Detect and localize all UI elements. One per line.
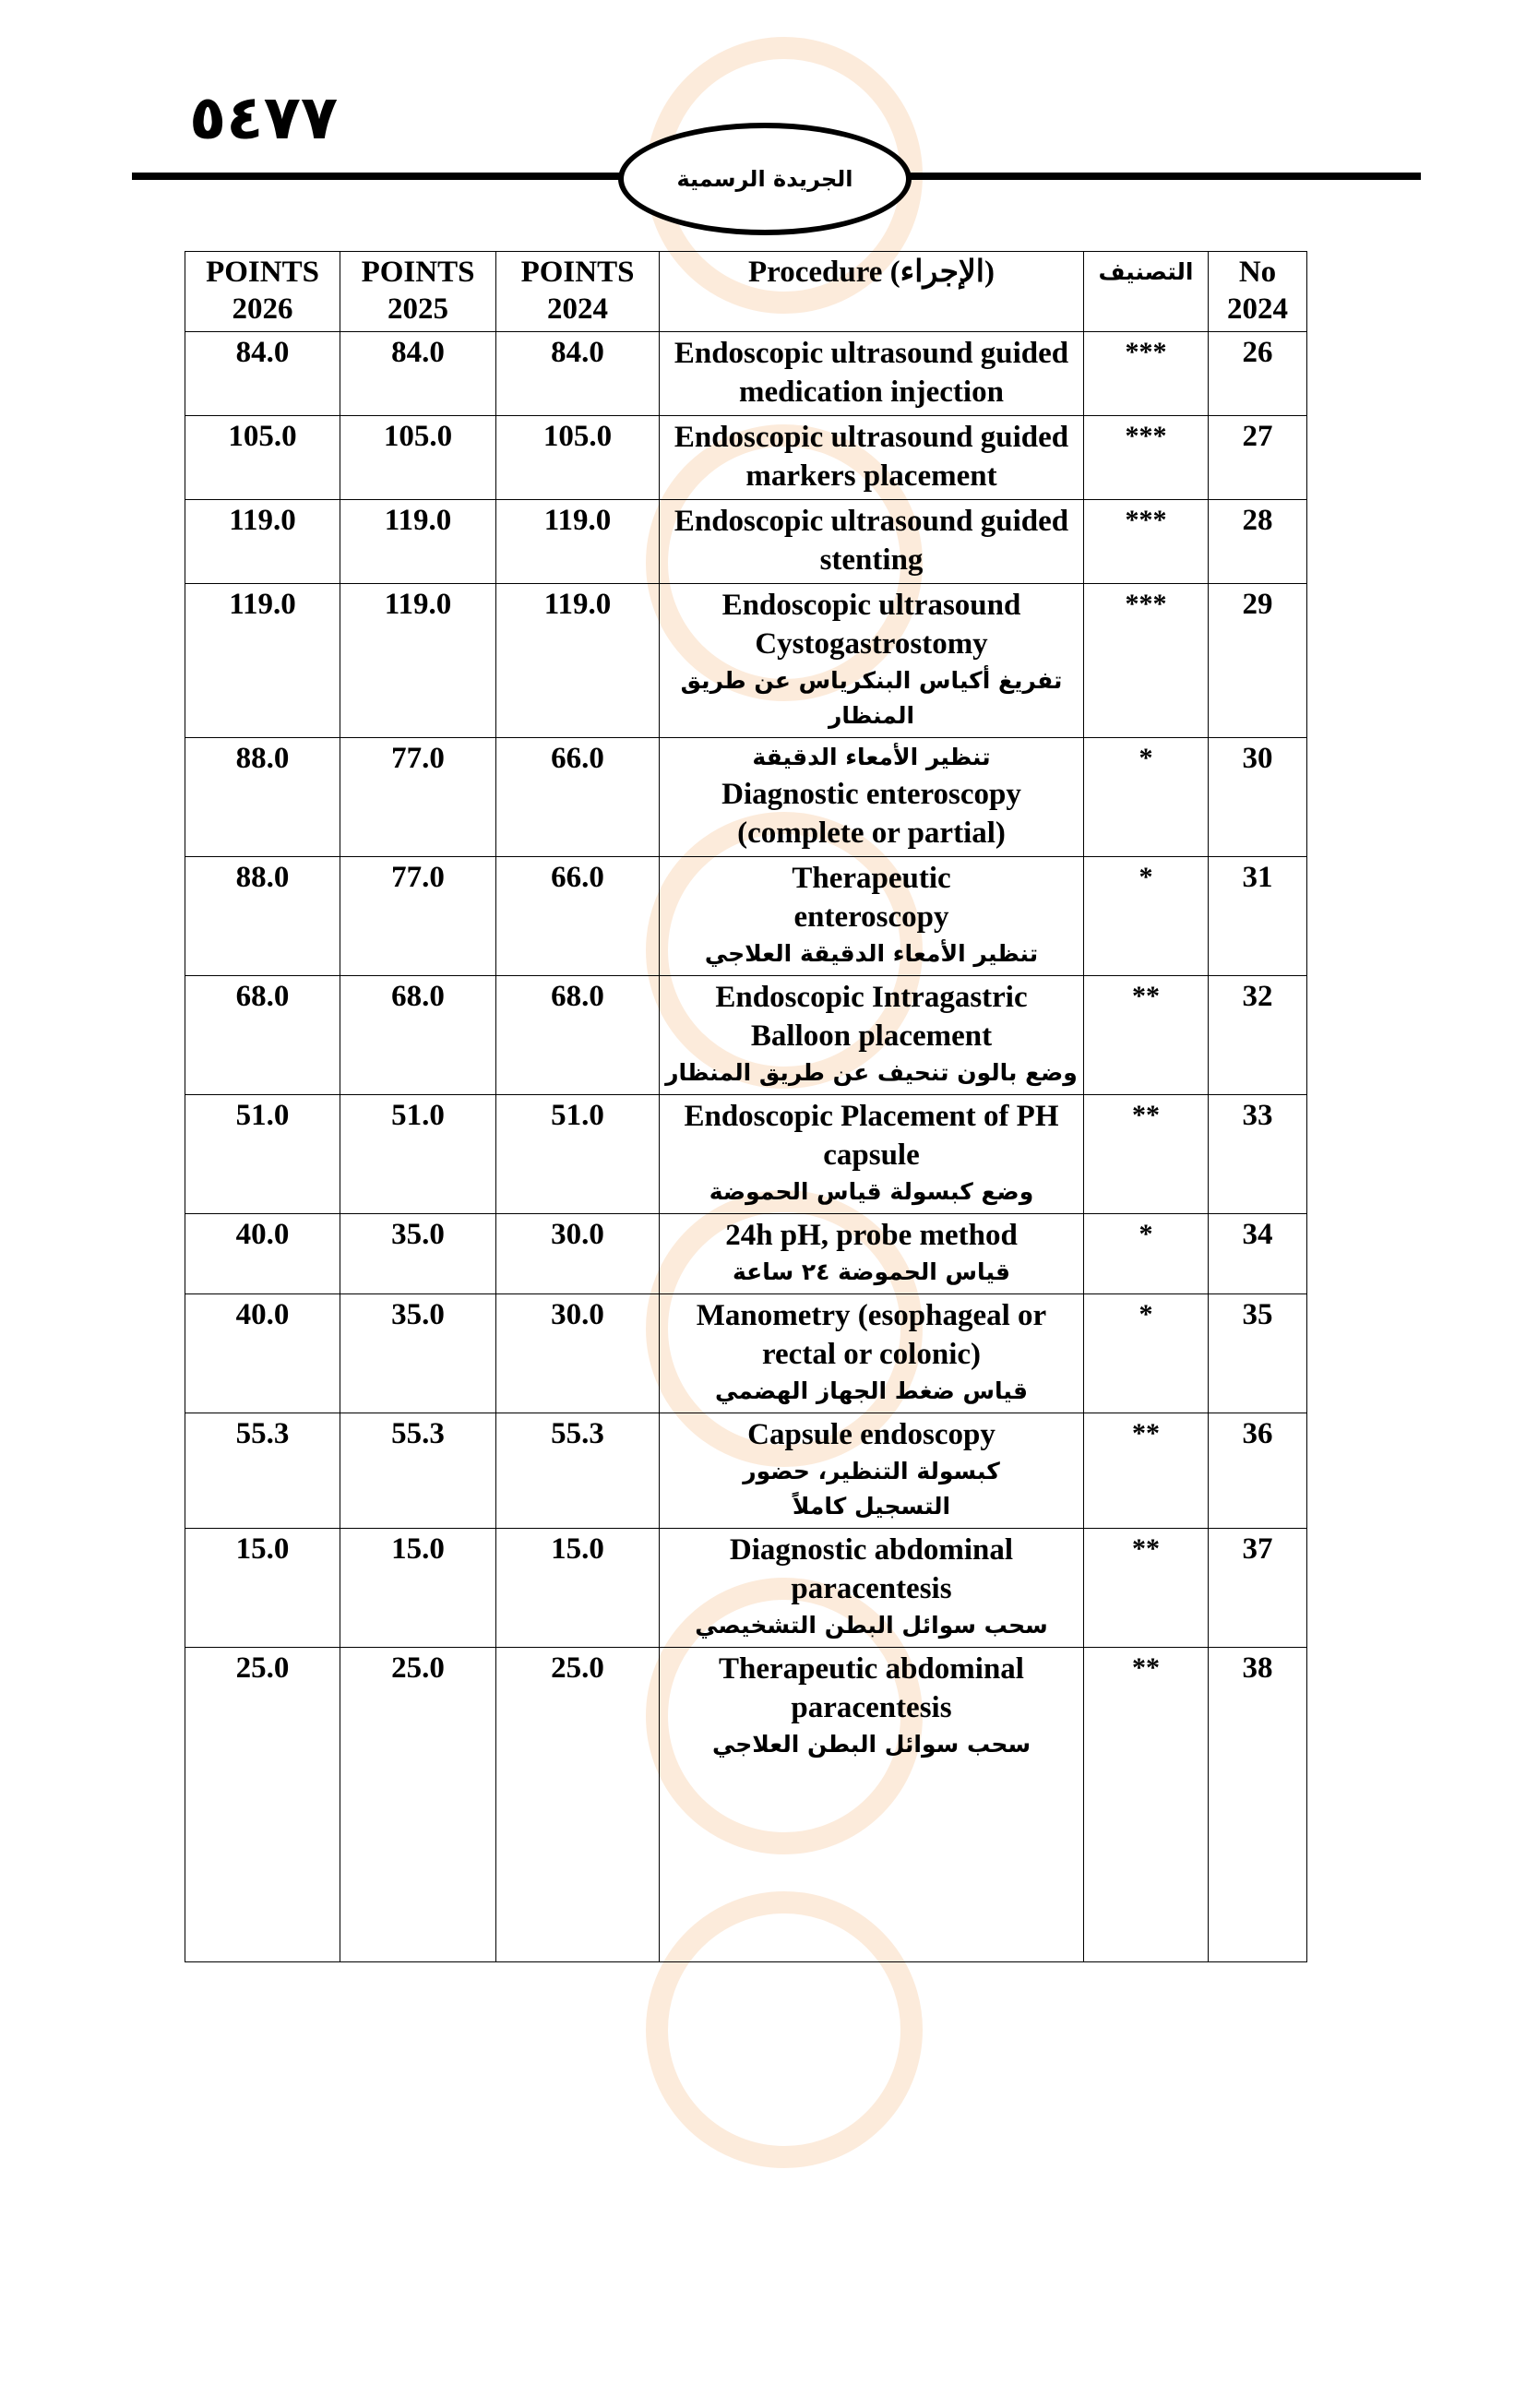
procedure-english: 24h pH, probe method (725, 1219, 1018, 1252)
table-row (185, 332, 1307, 416)
cell-classification: * (1084, 1214, 1209, 1294)
cell-classification: ** (1084, 1413, 1209, 1529)
cell-points-2024: 119.0 (496, 584, 660, 738)
cell-classification: ** (1084, 1529, 1209, 1648)
cell-points-2025: 68.0 (340, 976, 496, 1095)
procedure-arabic: كبسولة التنظير، حضور التسجيل كاملاً (743, 1458, 1000, 1520)
cell-points-2024: 66.0 (496, 738, 660, 857)
table-row (185, 857, 1307, 976)
page-number: ٥٤٧٧ (189, 82, 339, 153)
procedure-arabic: قياس ضغط الجهاز الهضمي (714, 1377, 1028, 1404)
procedure-arabic: وضع بالون تنحيف عن طريق المنظار (665, 1059, 1078, 1086)
cell-no: 28 (1209, 500, 1307, 584)
cell-points-2024: 30.0 (496, 1294, 660, 1413)
procedure-english: Therapeutic abdominal paracentesis (719, 1652, 1024, 1724)
procedure-english: Capsule endoscopy (747, 1418, 995, 1451)
cell-points-2025: 51.0 (340, 1095, 496, 1214)
procedure-english: Endoscopic Placement of PH capsule (684, 1100, 1059, 1172)
table-row (185, 1529, 1307, 1648)
table-header-row (185, 252, 1307, 332)
cell-no: 31 (1209, 857, 1307, 976)
procedure-arabic: وضع كبسولة قياس الحموضة (709, 1178, 1034, 1205)
cell-points-2026: 119.0 (185, 500, 340, 584)
cell-procedure (660, 1214, 1084, 1294)
cell-points-2024: 15.0 (496, 1529, 660, 1648)
table-row (185, 738, 1307, 857)
cell-no: 29 (1209, 584, 1307, 738)
cell-points-2024: 66.0 (496, 857, 660, 976)
cell-points-2024: 119.0 (496, 500, 660, 584)
procedure-english: Endoscopic ultrasound guided stenting (674, 505, 1069, 577)
cell-no: 38 (1209, 1648, 1307, 1962)
cell-no: 35 (1209, 1294, 1307, 1413)
header-points-2024: POINTS 2024 (496, 252, 660, 332)
cell-no: 34 (1209, 1214, 1307, 1294)
table-row (185, 416, 1307, 500)
cell-procedure (660, 738, 1084, 857)
procedure-english: Manometry (esophageal or rectal or colonic) (696, 1299, 1047, 1371)
procedure-english: Endoscopic Intragastric Balloon placement (715, 981, 1028, 1053)
cell-points-2024: 55.3 (496, 1413, 660, 1529)
cell-points-2025: 105.0 (340, 416, 496, 500)
header-classification: التصنيف (1084, 252, 1209, 332)
table-row (185, 1413, 1307, 1529)
cell-points-2025: 55.3 (340, 1413, 496, 1529)
procedure-english: Endoscopic ultrasound guided medication injection (674, 337, 1069, 409)
procedure-english: Endoscopic ultrasound Cystogastrostomy (721, 589, 1021, 661)
cell-classification: *** (1084, 332, 1209, 416)
cell-points-2025: 35.0 (340, 1294, 496, 1413)
procedure-english: Endoscopic ultrasound guided markers placement (674, 421, 1069, 493)
procedures-table (185, 251, 1307, 1962)
table-row (185, 584, 1307, 738)
cell-points-2026: 51.0 (185, 1095, 340, 1214)
procedure-arabic: قياس الحموضة ٢٤ ساعة (732, 1258, 1011, 1285)
procedure-arabic: تنظير الأمعاء الدقيقة (752, 744, 991, 770)
cell-points-2026: 88.0 (185, 738, 340, 857)
table-row (185, 500, 1307, 584)
cell-procedure (660, 857, 1084, 976)
cell-no: 32 (1209, 976, 1307, 1095)
cell-classification: ** (1084, 1648, 1209, 1962)
watermark-logo (461, 1891, 1107, 2408)
cell-points-2026: 88.0 (185, 857, 340, 976)
cell-procedure (660, 332, 1084, 416)
cell-classification: *** (1084, 500, 1209, 584)
cell-classification: * (1084, 1294, 1209, 1413)
header-points-2025: POINTS 2025 (340, 252, 496, 332)
cell-classification: ** (1084, 976, 1209, 1095)
cell-procedure (660, 1648, 1084, 1962)
cell-procedure (660, 976, 1084, 1095)
cell-points-2026: 84.0 (185, 332, 340, 416)
cell-no: 27 (1209, 416, 1307, 500)
procedure-english: Diagnostic enteroscopy (complete or partial) (721, 778, 1021, 850)
cell-points-2024: 25.0 (496, 1648, 660, 1962)
procedure-english: Therapeutic enteroscopy (792, 862, 951, 934)
table-row (185, 1214, 1307, 1294)
cell-procedure (660, 1413, 1084, 1529)
header-procedure: Procedure (الإجراء) (660, 252, 1084, 332)
procedure-arabic: سحب سوائل البطن العلاجي (711, 1731, 1031, 1758)
cell-points-2024: 30.0 (496, 1214, 660, 1294)
cell-points-2025: 84.0 (340, 332, 496, 416)
header-oval (618, 123, 912, 235)
cell-classification: *** (1084, 416, 1209, 500)
header-points-2026: POINTS 2026 (185, 252, 340, 332)
table-row (185, 976, 1307, 1095)
cell-points-2026: 119.0 (185, 584, 340, 738)
cell-points-2024: 51.0 (496, 1095, 660, 1214)
cell-points-2025: 35.0 (340, 1214, 496, 1294)
cell-points-2024: 105.0 (496, 416, 660, 500)
cell-procedure (660, 500, 1084, 584)
cell-points-2026: 55.3 (185, 1413, 340, 1529)
cell-classification: ** (1084, 1095, 1209, 1214)
cell-points-2024: 84.0 (496, 332, 660, 416)
cell-points-2026: 40.0 (185, 1294, 340, 1413)
procedure-arabic: سحب سوائل البطن التشخيصي (695, 1612, 1048, 1639)
cell-points-2026: 15.0 (185, 1529, 340, 1648)
cell-points-2024: 68.0 (496, 976, 660, 1095)
cell-points-2025: 119.0 (340, 584, 496, 738)
cell-procedure (660, 584, 1084, 738)
table-row (185, 1095, 1307, 1214)
cell-points-2025: 77.0 (340, 738, 496, 857)
cell-procedure (660, 416, 1084, 500)
table-row (185, 1294, 1307, 1413)
cell-no: 37 (1209, 1529, 1307, 1648)
header-title: الجريدة الرسمية (676, 166, 853, 192)
procedure-arabic: تنظير الأمعاء الدقيقة العلاجي (704, 940, 1039, 967)
cell-points-2026: 40.0 (185, 1214, 340, 1294)
cell-procedure (660, 1294, 1084, 1413)
table-row (185, 1648, 1307, 1962)
cell-classification: * (1084, 857, 1209, 976)
header-no: No 2024 (1209, 252, 1307, 332)
procedure-english: Diagnostic abdominal paracentesis (729, 1533, 1014, 1605)
cell-points-2026: 105.0 (185, 416, 340, 500)
cell-no: 33 (1209, 1095, 1307, 1214)
cell-no: 36 (1209, 1413, 1307, 1529)
cell-points-2025: 15.0 (340, 1529, 496, 1648)
cell-no: 30 (1209, 738, 1307, 857)
cell-points-2025: 119.0 (340, 500, 496, 584)
cell-points-2025: 25.0 (340, 1648, 496, 1962)
cell-classification: *** (1084, 584, 1209, 738)
cell-procedure (660, 1529, 1084, 1648)
cell-no: 26 (1209, 332, 1307, 416)
cell-points-2026: 68.0 (185, 976, 340, 1095)
procedure-arabic: تفريغ أكياس البنكرياس عن طريق المنظار (680, 667, 1063, 729)
cell-procedure (660, 1095, 1084, 1214)
cell-points-2026: 25.0 (185, 1648, 340, 1962)
cell-points-2025: 77.0 (340, 857, 496, 976)
cell-classification: * (1084, 738, 1209, 857)
